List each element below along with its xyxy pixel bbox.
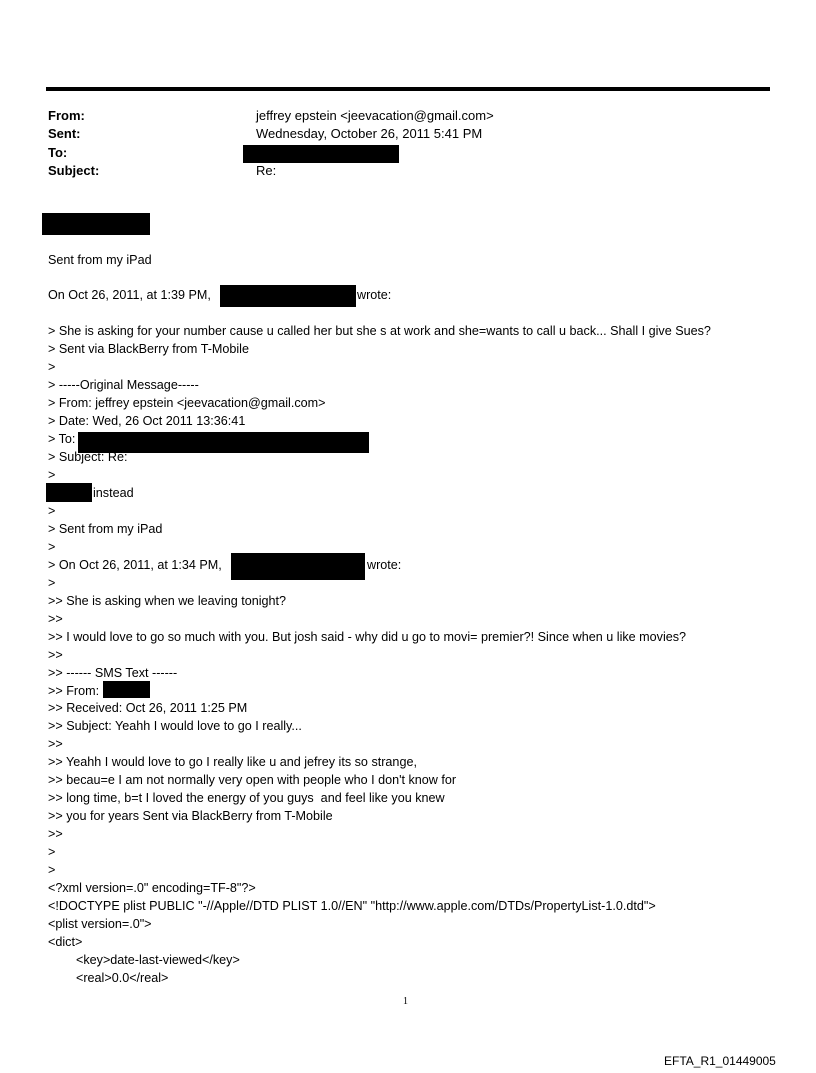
body-line: >> long time, b=t I loved the energy of you guys and feel like you knew xyxy=(48,791,445,805)
redaction-sender-quoted xyxy=(231,553,365,580)
body-line: wrote: xyxy=(367,558,402,572)
body-line: > xyxy=(48,504,56,518)
redaction-to xyxy=(243,145,399,163)
body-line: <key>date-last-viewed</key> xyxy=(48,953,240,967)
redaction-instead xyxy=(46,483,92,502)
body-line: > Sent from my iPad xyxy=(48,522,163,536)
body-line: > xyxy=(48,540,56,554)
subject-value: Re: xyxy=(256,163,277,178)
body-line: <?xml version=.0" encoding=TF-8"?> xyxy=(48,881,256,895)
body-line: > Subject: Re: xyxy=(48,450,128,464)
body-line: >> Received: Oct 26, 2011 1:25 PM xyxy=(48,701,248,715)
body-line: <real>0.0</real> xyxy=(48,971,169,985)
redaction-salutation xyxy=(42,213,150,235)
body-line: On Oct 26, 2011, at 1:39 PM, xyxy=(48,288,211,302)
body-line: >> Subject: Yeahh I would love to go I really... xyxy=(48,719,302,733)
body-line: > xyxy=(48,845,56,859)
body-line: > xyxy=(48,576,56,590)
header-rule xyxy=(46,87,770,91)
from-value: jeffrey epstein <jeevacation@gmail.com> xyxy=(256,108,494,123)
body-line: >> xyxy=(48,612,63,626)
body-line: > She is asking for your number cause u called her but she s at work and she=wants to call u back... Shall I give Sues? xyxy=(48,324,711,338)
body-line: > To: xyxy=(48,432,76,446)
body-line: >> becau=e I am not normally very open with people who I don't know for xyxy=(48,773,457,787)
sent-value: Wednesday, October 26, 2011 5:41 PM xyxy=(256,126,483,141)
body-line: <plist version=.0"> xyxy=(48,917,152,931)
from-label: From: xyxy=(48,108,85,123)
body-line: >> Yeahh I would love to go I really like u and jefrey its so strange, xyxy=(48,755,417,769)
body-line: >> xyxy=(48,648,63,662)
body-line: >> I would love to go so much with you. But josh said - why did u go to movi= premier?! Since when u like movies? xyxy=(48,630,687,644)
body-line: > xyxy=(48,360,56,374)
body-line: >> you for years Sent via BlackBerry from T-Mobile xyxy=(48,809,333,823)
body-line: instead xyxy=(93,486,134,500)
body-line: <!DOCTYPE plist PUBLIC "-//Apple//DTD PLIST 1.0//EN" "http://www.apple.com/DTDs/PropertyList-1.0.dtd"> xyxy=(48,899,656,913)
body-line: >> xyxy=(48,827,63,841)
page-number: 1 xyxy=(403,996,408,1007)
to-label: To: xyxy=(48,145,68,160)
body-line: <dict> xyxy=(48,935,83,949)
body-line: >> She is asking when we leaving tonight? xyxy=(48,594,287,608)
subject-label: Subject: xyxy=(48,163,100,178)
body-line: >> From: xyxy=(48,684,100,698)
body-line: > xyxy=(48,863,56,877)
document-id: EFTA_R1_01449005 xyxy=(664,1054,776,1068)
body-line: Sent from my iPad xyxy=(48,253,152,267)
body-line: > Sent via BlackBerry from T-Mobile xyxy=(48,342,249,356)
body-line: > Date: Wed, 26 Oct 2011 13:36:41 xyxy=(48,414,246,428)
body-line: >> xyxy=(48,737,63,751)
redaction-sender xyxy=(220,285,356,307)
body-line: > -----Original Message----- xyxy=(48,378,199,392)
body-line: > xyxy=(48,468,56,482)
body-line: > On Oct 26, 2011, at 1:34 PM, xyxy=(48,558,222,572)
sent-label: Sent: xyxy=(48,126,81,141)
body-line: > From: jeffrey epstein <jeevacation@gmail.com> xyxy=(48,396,326,410)
body-line: >> ------ SMS Text ------ xyxy=(48,666,178,680)
body-line: wrote: xyxy=(357,288,392,302)
redaction-sms-from xyxy=(103,681,150,698)
